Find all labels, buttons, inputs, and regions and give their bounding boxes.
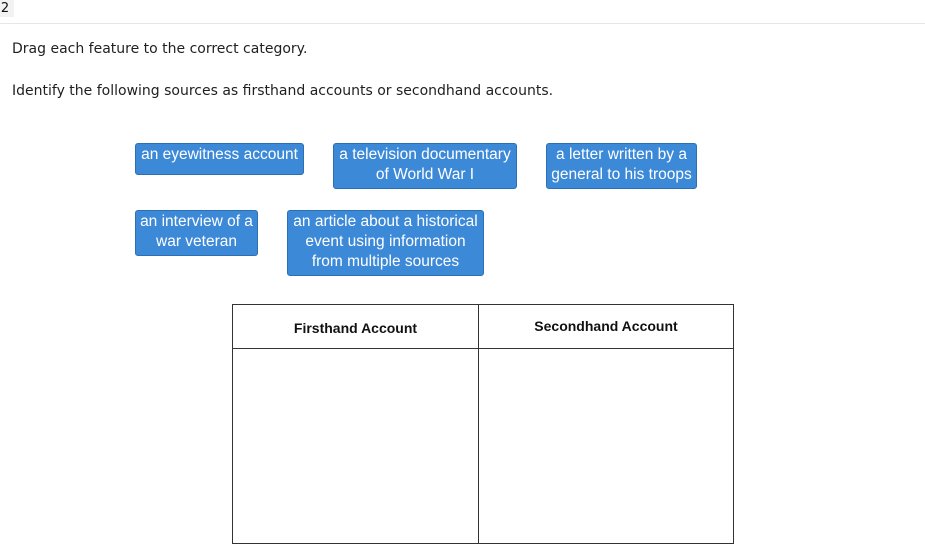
question-number: 2 (0, 0, 14, 17)
category-table (232, 304, 734, 544)
instruction-drag: Drag each feature to the correct category. (12, 41, 308, 57)
instruction-identify: Identify the following sources as firsthand accounts or secondhand accounts. (12, 83, 554, 99)
drop-zone-secondhand[interactable] (479, 349, 733, 543)
drag-tile-eyewitness-account[interactable]: an eyewitness account (135, 143, 304, 175)
drag-tile-article-historical-event[interactable]: an article about a historical event using information from multiple sources (287, 210, 484, 276)
column-header-secondhand: Secondhand Account (534, 318, 678, 334)
top-bar (0, 0, 925, 24)
drop-zone-firsthand[interactable] (233, 349, 478, 543)
drag-tile-television-documentary[interactable]: a television documentary of World War I (333, 143, 517, 189)
column-header-firsthand: Firsthand Account (293, 320, 418, 336)
drag-tile-interview-war-veteran[interactable]: an interview of a war veteran (135, 210, 258, 256)
drag-tile-letter-by-general[interactable]: a letter written by a general to his troops (546, 143, 697, 189)
